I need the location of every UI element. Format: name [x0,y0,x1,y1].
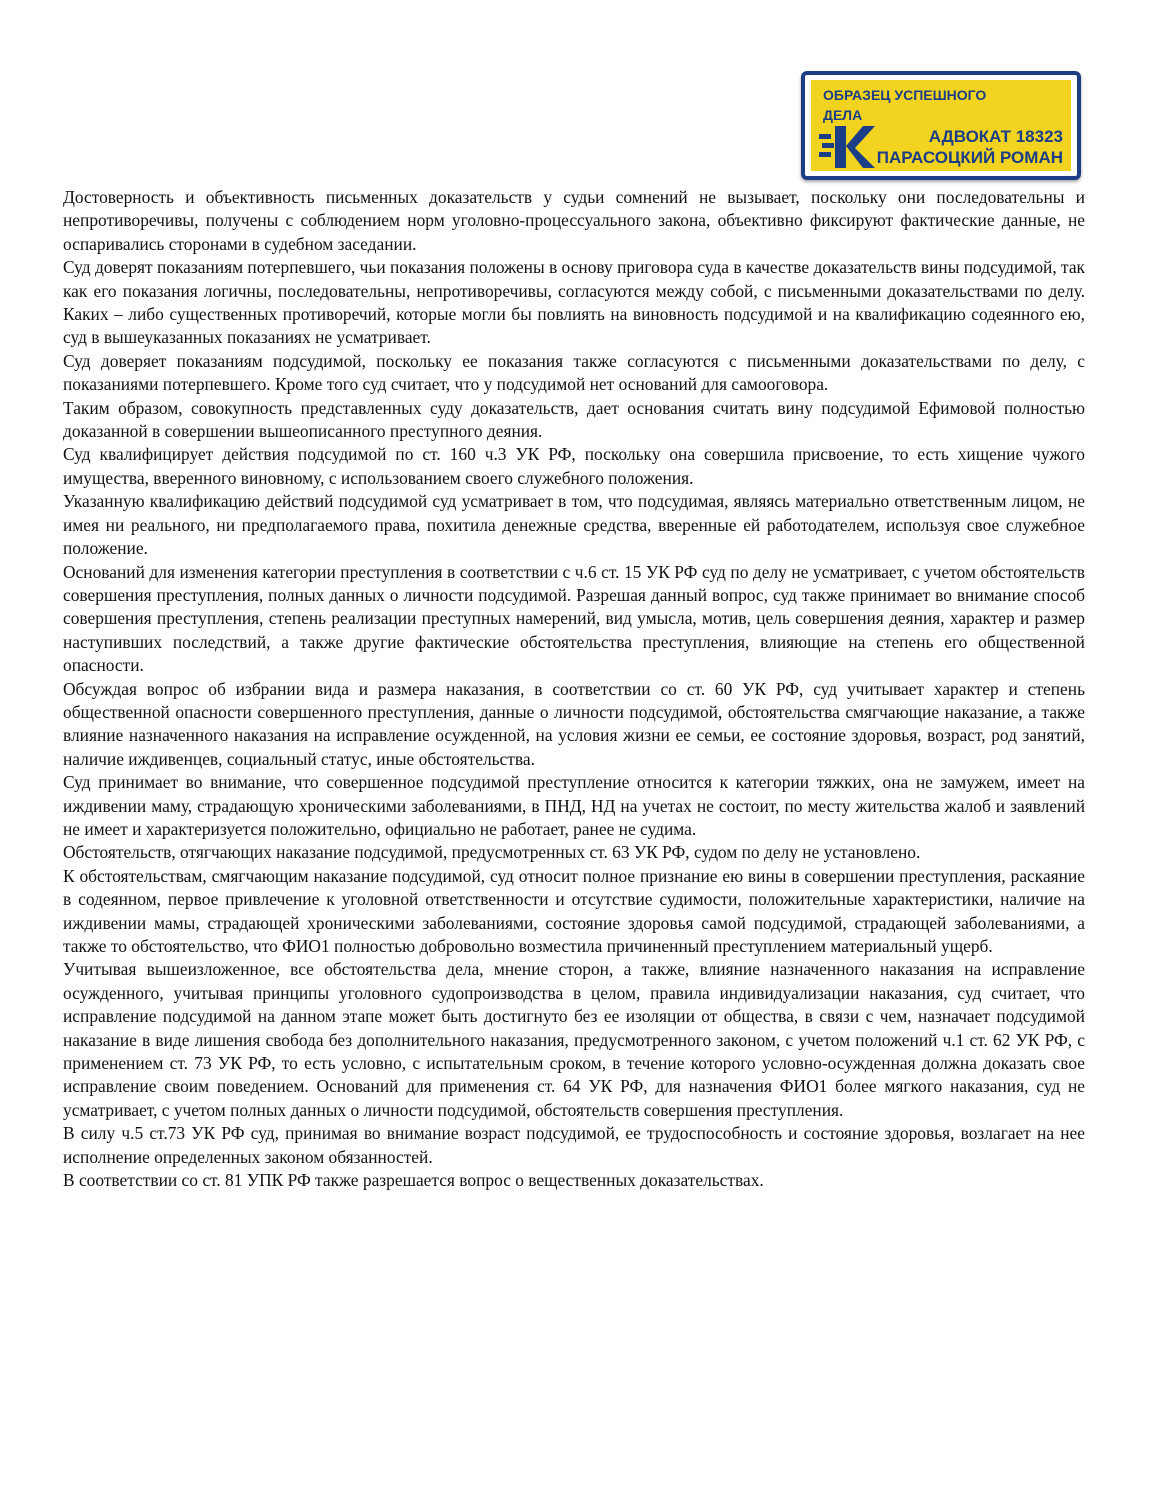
logo-name-line1: АДВОКАТ 18323 [928,127,1063,146]
paragraph-10: Обстоятельств, отягчающих наказание подсудимой, предусмотренных ст. 63 УК РФ, судом по делу не установлено. [63,842,921,863]
paragraph-1: Достоверность и объективность письменных доказательств у судьи сомнений не вызывает, поскольку они последовательны и непротиворечивы, получены с соблюдением норм уголовно-процессуального закона, объективно фиксируют фактические данные, не оспаривались сторонами в судебном заседании. [63,187,1085,254]
paragraph-2: Суд доверят показаниям потерпевшего, чьи показания положены в основу приговора суда в качестве доказательств вины подсудимой, так как его показания логичны, последовательны, непротиворечивы, согласуются между собой, с письменными доказательствами по делу. Каких – либо существенных противоречий, которые могли бы повлиять на виновность подсудимой и на квалификацию содеянного ею, суд в вышеуказанных показаниях не усматривает. [63,257,1086,348]
paragraph-12: Учитывая вышеизложенное, все обстоятельства дела, мнение сторон, а также, влияние назначенного наказания на исправление осужденного, учитывая принципы уголовного судопроизводства в целом, правила индивидуализации наказания, суд считает, что исправление подсудимой на данном этапе может быть достигнуто без ее изоляции от общества, в связи с чем, назначает подсудимой наказание в виде лишения свобода без дополнительного наказания, предусмотренного законом, с учетом положений ч.1 ст. 62 УК РФ, с применением ст. 73 УК РФ, то есть условно, с испытательным сроком, в течение которого условно-осужденная должна доказать свое исправление своим поведением. Оснований для применения ст. 64 УК РФ, для назначения ФИО1 более мягкого наказания, суд не усматривает, с учетом полных данных о личности подсудимой, обстоятельств совершения преступления. [63,959,1085,1120]
paragraph-9: Суд принимает во внимание, что совершенное подсудимой преступление относится к категории тяжких, она не замужем, имеет на иждивении маму, страдающую хроническими заболеваниями, в ПНД, НД на учетах не состоит, по месту жительства жалоб и заявлений не имеет и характеризуется положительно, официально не работает, ранее не судима. [63,772,1085,839]
lawyer-logo-badge [801,71,1081,180]
law-firm-k-logo-icon [819,124,875,170]
logo-name-line2: ПАРАСОЦКИЙ РОМАН [876,148,1063,167]
logo-background [811,80,1071,171]
paragraph-13: В силу ч.5 ст.73 УК РФ суд, принимая во внимание возраст подсудимой, ее трудоспособность и состояние здоровья, возлагает на нее исполнение определенных законом обязанностей. [63,1123,1085,1167]
paragraph-5: Суд квалифицирует действия подсудимой по ст. 160 ч.3 УК РФ, поскольку она совершила присвоение, то есть хищение чужого имущества, вверенного виновному, с использованием своего служебного положения. [63,444,1085,488]
logo-caption-line2: ДЕЛА [823,107,863,123]
paragraph-14: В соответствии со ст. 81 УПК РФ также разрешается вопрос о вещественных доказательствах. [63,1170,764,1191]
paragraph-4: Таким образом, совокупность представленных суду доказательств, дает основания считать вину подсудимой Ефимовой полностью доказанной в совершении вышеописанного преступного деяния. [63,397,1085,442]
paragraph-7: Оснований для изменения категории преступления в соответствии с ч.6 ст. 15 УК РФ суд по делу не усматривает, с учетом обстоятельств совершения преступления, полных данных о личности подсудимой. Разрешая данный вопрос, суд также принимает во внимание способ совершения преступления, степень реализации преступных намерений, вид умысла, мотив, цель совершения деяния, характер и размер наступивших последствий, а также другие фактические обстоятельства преступления, влияющие на степень его общественной опасности. [63,561,1085,676]
paragraph-3: Суд доверяет показаниям подсудимой, поскольку ее показания также согласуются с письменными доказательствами по делу, с показаниями потерпевшего. Кроме того суд считает, что у подсудимой нет оснований для самооговора. [63,350,1085,395]
paragraph-11: К обстоятельствам, смягчающим наказание подсудимой, суд относит полное признание ею вины в совершении преступления, раскаяние в содеянном, первое привлечение к уголовной ответственности и отсутствие судимости, положительные характеристики, наличие на иждивении мамы, страдающей хроническими заболеваниями, состояние здоровья самой подсудимой, страдающей заболеваниями, а также то обстоятельство, что ФИО1 полностью добровольно возместила причиненный преступлением материальный ущерб. [63,865,1085,956]
paragraph-6: Указанную квалификацию действий подсудимой суд усматривает в том, что подсудимая, являясь материально ответственным лицом, не имея ни реального, ни предполагаемого права, похитила денежные средства, вверенные ей работодателем, используя свое служебное положение. [63,491,1085,559]
paragraph-8: Обсуждая вопрос об избрании вида и размера наказания, в соответствии со ст. 60 УК РФ, суд учитывает характер и степень общественной опасности совершенного преступления, данные о личности подсудимой, обстоятельства смягчающие наказание, а также влияние назначенного наказания на исправление осужденной, на условия жизни ее семьи, ее состояние здоровья, возраст, род занятий, наличие иждивенцев, социальный статус, иные обстоятельства. [63,678,1085,769]
document-body [63,186,1085,1192]
logo-caption-line1: ОБРАЗЕЦ УСПЕШНОГО [823,87,987,103]
